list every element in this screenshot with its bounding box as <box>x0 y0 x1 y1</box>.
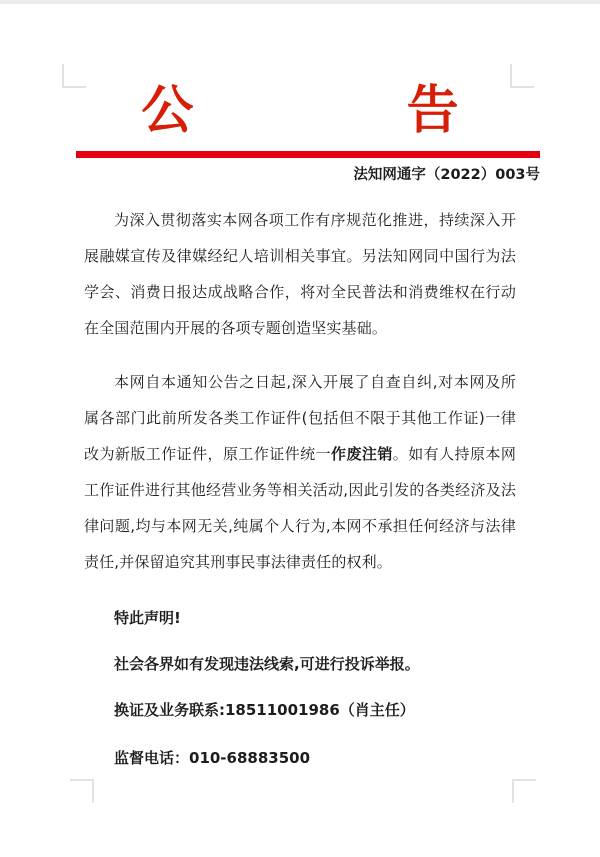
body-paragraph-1: 为深入贯彻落实本网各项工作有序规范化推进，持续深入开展融媒宣传及律媒经纪人培训相关事宜。另法知网同中国行为法学会、消费日报达成战略合作，将对全民普法和消费维权在行动在全国范围内开展的各项专题创造坚实基础。 <box>84 211 516 337</box>
crop-mark-bottom-left-icon <box>70 779 94 803</box>
body-paragraph-2-part-1: 本网自本通知公告之日起,深入开展了自查自纠,对本网及所属各部门此前所发各类工作证件(包括但不限于其他工作证)一律改为新版工作证件，原工作证件统一 <box>84 373 516 463</box>
header-red-divider <box>76 151 540 158</box>
declaration-statement: 特此声明! <box>114 609 181 627</box>
body-paragraph-2-emphasis: 作废注销 <box>331 445 393 463</box>
crop-mark-bottom-right-icon <box>512 779 536 803</box>
body-paragraph-2-part-2: 。如有人持原本网工作证件进行其他经营业务等相关活动,因此引发的各类经济及法律问题,均与本网无关,纯属个人行为,本网不承担任何经济与法律责任,并保留追究其刑事民事法律责任的权利。 <box>84 445 516 571</box>
document-number: 法知网通字（2022）003号 <box>353 167 540 183</box>
business-contact-line: 换证及业务联系:18511001986（肖主任） <box>114 701 415 719</box>
document-body <box>84 202 516 770</box>
document-page <box>0 4 600 857</box>
supervision-phone-line: 监督电话：010-68883500 <box>114 749 311 767</box>
page-title: 公 告 <box>141 81 495 141</box>
body-paragraph-2 <box>84 364 516 580</box>
statements-block <box>84 606 516 770</box>
report-notice-statement: 社会各界如有发现违法线索,可进行投诉举报。 <box>114 655 420 673</box>
